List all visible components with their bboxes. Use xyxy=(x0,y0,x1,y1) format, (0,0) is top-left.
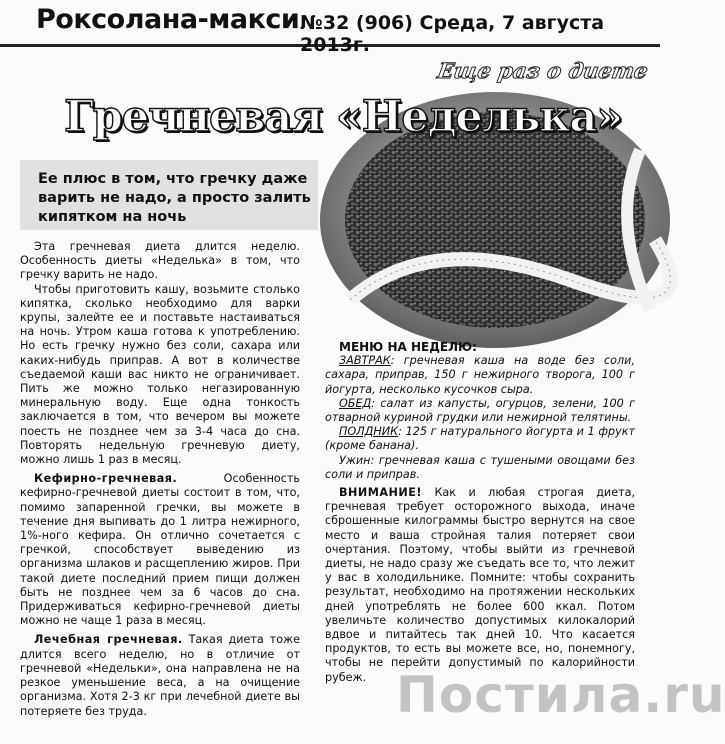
paragraph-text: Особенность кефирно-гречневой диеты состоит в том, что, помимо запаренной гречки, вы можете в течение дня выпивать до 1 литра нежирного, 1%-ного кефира. Он отлично сочетается с гречкой, способствует выведению из организма шлаков и расщеплению жиров. При такой диете последний прием пищи должен быть не позднее чем за 6 часов до сна. Придерживаться кефирно-гречневой диеты можно не чаще 1 раза в месяц. xyxy=(20,472,300,628)
menu-text: : гречневая каша на воде без соли, сахара, приправ, 150 г нежирного творога, 100 г йогурта, несколько кусочков сыра. xyxy=(325,354,635,396)
subheading: Лечебная гречневая. xyxy=(34,633,183,647)
lead-text: Ее плюс в том, что гречку даже варить не надо, а просто залить кипятком на ночь xyxy=(38,171,311,225)
subheading: Кефирно-гречневая. xyxy=(34,472,178,486)
paragraph: Чтобы приготовить кашу, возьмите столько кипятка, сколько необходимо для варки крупы, залейте ее и поставьте настаиваться на ночь. Утром каша готова к употреблению. Но есть гречку нужно без соли, сахара или каких-нибудь приправ. А вот в количестве съедаемой каши вас никто не ограничивает. Пить же можно только негазированную минеральную воду. Еще одна тонкость заключается в том, что вечером вы можете поесть не позднее чем за 3-4 часа до сна. Повторять недельную гречневую диету, можно лишь 1 раз в месяц. xyxy=(20,282,300,467)
paragraph xyxy=(20,633,300,718)
menu-text: : 125 г натурального йогурта и 1 фрукт (кроме банана). xyxy=(325,425,635,453)
paper-name: Роксолана-макси xyxy=(36,4,300,35)
paragraph xyxy=(20,472,300,628)
menu-item xyxy=(325,397,635,425)
menu-text: : салат из капусты, огурцов, зелени, 100 г отварной куриной грудки или нежирной телятины. xyxy=(325,396,635,425)
menu-label: ЗАВТРАК xyxy=(339,354,391,368)
rubric: Еще раз о диете xyxy=(435,58,650,83)
menu-item xyxy=(325,425,635,453)
menu-item xyxy=(325,354,635,397)
article-column-1 xyxy=(20,240,300,719)
menu-item xyxy=(325,454,635,482)
watermark: Постила.ru xyxy=(396,666,725,724)
menu-title: МЕНЮ НА НЕДЕЛЮ: xyxy=(339,340,477,354)
warning-heading: ВНИМАНИЕ! xyxy=(339,486,423,500)
warning-text: Как и любая строгая диета, гречневая требует осторожного выхода, иначе сброшенные килограммы быстро вернутся на свое место и ваша стройная талия потеряет свои очертания. Поэтому, чтобы выйти из гречневой диеты, не надо сразу же съедать все то, что лежит у вас в холодильнике. Помните: чтобы сохранить результат, необходимо на протяжении нескольких дней употреблять не более 600 ккал. Потом увеличьте количество допустимых килокалорий вдвое и питайтесь так дней 10. Что касается продуктов, то есть вы можете все, но, понемногу, чтобы не перейти допустимый по калорийности рубеж. xyxy=(325,486,636,684)
masthead xyxy=(0,0,660,56)
issue-info: №32 (906) Среда, 7 августа 2013г. xyxy=(300,12,605,56)
article-column-2 xyxy=(325,340,635,685)
headline: Гречневая «Неделька» xyxy=(64,92,623,142)
paragraph-text: Такая диета тоже длится всего неделю, но в отличие от гречневой «Недельки», она направлена не на резкое уменьшение веса, а на очищение организма. Хотя 2-3 кг при лечебной диете вы потеряете без труда. xyxy=(20,633,300,718)
menu-text: Ужин: гречневая каша с тушеными овощами без соли и приправ. xyxy=(325,453,635,481)
menu-label: ПОЛДНИК xyxy=(339,425,399,439)
menu-label: ОБЕД xyxy=(339,396,372,410)
paragraph xyxy=(325,486,635,685)
paragraph: Эта гречневая диета длится неделю. Особенность диеты «Неделька» в том, что гречку варить не надо. xyxy=(20,240,300,282)
